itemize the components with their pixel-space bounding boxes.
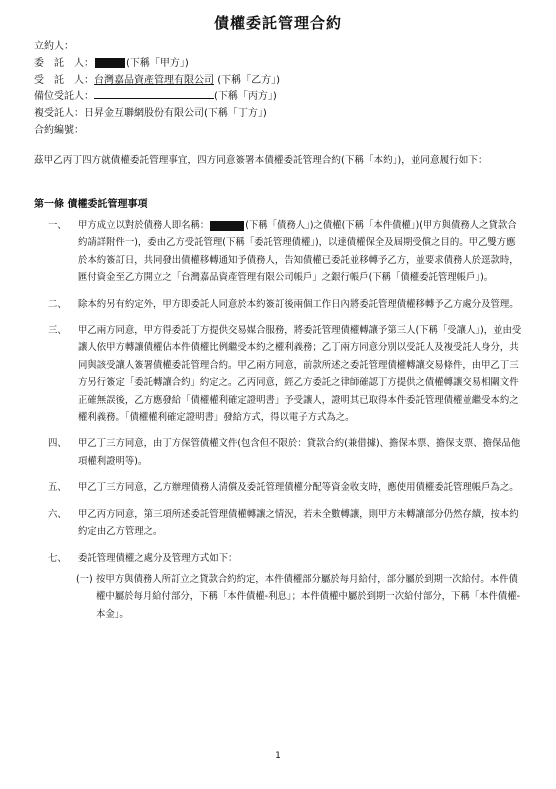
section-title: 第一條 債權委託管理事項 — [34, 199, 148, 210]
sub-clause-text: 按甲方與債務人所訂立之貸款合約約定，本件債權部分屬於每月給付，部分屬於到期一次給付。本件債權中屬於每月給付部分，下稱「本件債權-利息」；本件債權中屬於到期一次給付部分，下稱「本件債權-本金」。 — [96, 573, 520, 620]
trustee-label: 受 託 人： — [34, 74, 94, 86]
clause-item — [34, 322, 524, 426]
clause-number: 五、 — [48, 482, 67, 494]
redacted-principal-name — [95, 58, 125, 68]
clause-text: 除本約另有約定外，甲方即委託人同意於本約簽訂後兩個工作日內將委託管理債權移轉予乙方處分及管理。 — [78, 298, 519, 310]
clause-item — [34, 506, 524, 541]
backup-trustee-row — [34, 89, 280, 106]
clause-item — [34, 296, 524, 313]
clause-item — [34, 479, 524, 496]
contract-number-label: 合約編號： — [34, 124, 84, 136]
document-title: 債權委託管理合約 — [213, 14, 342, 32]
contract-number-row — [34, 123, 280, 140]
clause-number: 六、 — [48, 508, 67, 520]
trustee-row — [34, 73, 280, 90]
clause-number: 三、 — [48, 325, 67, 337]
signatory-row — [34, 39, 280, 56]
clause-number: 二、 — [48, 298, 67, 310]
clause-number: 四、 — [48, 438, 67, 450]
page-number: 1 — [275, 751, 281, 761]
section-body — [34, 217, 524, 623]
clause-text: 甲乙兩方同意，甲方得委託丁方提供交易媒合服務，將委託管理債權轉讓予第三人(下稱「受讓人」)，並由受讓人依甲方轉讓債權佔本件債權比例繼受本約之權利義務；乙丁兩方同意分別以受託人及複受託人身分，共同與該受讓人簽署債權委託管理合約。甲乙兩方同意，前款所述之委託管理債權轉讓交易條件，由甲乙丁三方另行簽定「委託轉讓合約」約定之。乙丙同意，經乙方委託之律師確認丁方提供之債權轉讓交易相關文件正確無誤後，乙方應發給「債權權利確定證明書」予受讓人，證明其已取得本件委託管理債權並繼受本約之權利義務。「債權權利確定證明書」發給方式，得以電子方式為之。 — [78, 325, 522, 424]
backup-trustee-suffix: (下稱「丙方」) — [214, 91, 277, 103]
sub-clause-number: (一) — [76, 573, 93, 585]
backup-trustee-blank — [94, 89, 214, 99]
intro-paragraph: 茲甲乙丙丁四方就債權委託管理事宜，四方同意簽署本債權委託管理合約(下稱「本約」)，並同意履行如下： — [34, 155, 488, 166]
sub-trustee-row — [34, 106, 280, 123]
clause-text: 委託管理債權之處分及管理方式如下： — [78, 552, 238, 564]
trustee-name: 台灣嘉品資產管理有限公司 — [94, 74, 214, 86]
backup-trustee-label: 備位受託人： — [34, 91, 94, 103]
clause-text-part-a: 甲方成立以對於債務人即名稱： — [78, 220, 210, 231]
signatory-label: 立約人： — [34, 41, 74, 52]
clause-text: 甲乙丙方同意，第三項所述委託管理債權轉讓之情況，若未全數轉讓，則甲方未轉讓部分仍然存續，按本約約定由乙方管理之。 — [78, 508, 519, 538]
principal-row — [34, 56, 280, 73]
clause-text-part-b: (下稱「債務人」)之債權(下稱「本件債權」)(甲方與債務人之貸款合約請詳附件一)，委由乙方受託管理(下稱「委託管理債權」)，以達債權保全及屆期受償之目的。甲乙雙方應於本約簽訂日，共同發出債權移轉通知予債務人，告知債權已委託並移轉予乙方，並要求債務人於逕款時，匯付資金至乙方開立之「台灣嘉品資產管理有限公司帳戶」之銀行帳戶(下稱「債權委託管理帳戶」)。 — [78, 220, 519, 284]
principal-label: 委 託 人： — [34, 57, 94, 69]
sub-trustee-label: 複受託人： — [34, 108, 84, 120]
clause-text: 甲乙丁三方同意，乙方辦理債務人清償及委託管理債權分配等資金收支時，應使用債權委託管理帳戶為之。 — [78, 482, 519, 494]
clause-item — [34, 435, 524, 470]
redacted-debtor-name — [210, 221, 244, 231]
sub-clause-item — [34, 571, 524, 623]
trustee-suffix: (下稱「乙方」) — [217, 74, 280, 86]
clause-text: 甲乙丁三方同意，由丁方保管債權文件(包含但不限於：貸款合約(兼借據)、擔保本票、擔保支票、擔保品他項權利證明等)。 — [78, 438, 521, 467]
clause-number: 七、 — [48, 552, 67, 564]
principal-suffix: (下稱「甲方」) — [126, 57, 189, 69]
clause-number: 一、 — [48, 220, 67, 231]
parties-block — [34, 39, 280, 140]
clause-item — [34, 550, 524, 567]
clause-item — [34, 217, 524, 287]
sub-trustee-name: 日昇金互聯網股份有限公司(下稱「丁方」) — [84, 108, 267, 120]
